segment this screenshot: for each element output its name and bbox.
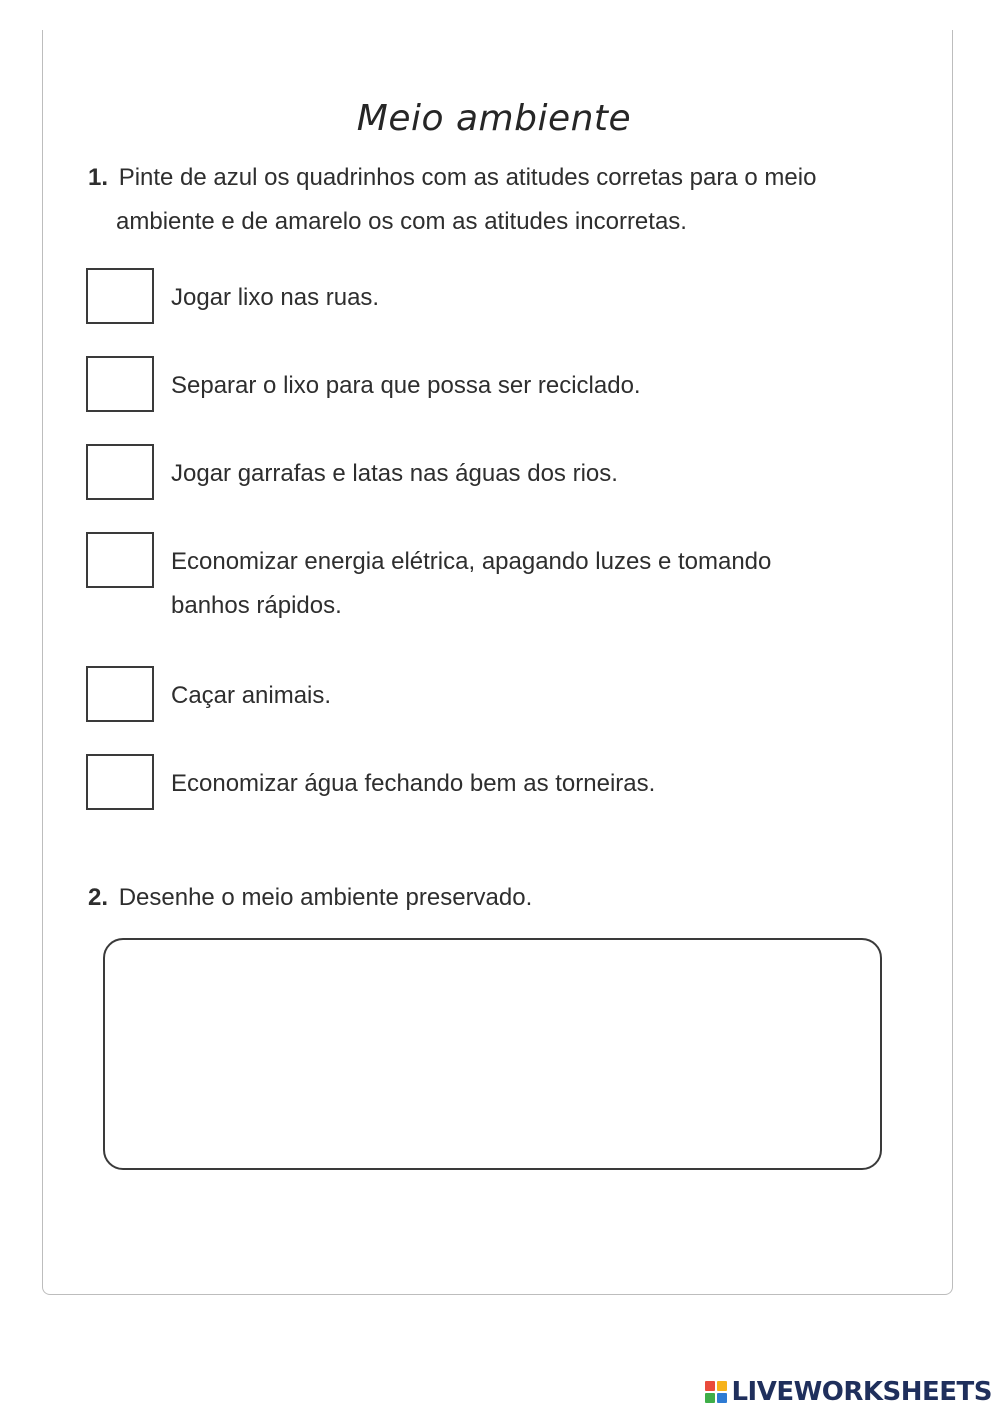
answer-text: Economizar energia elétrica, apagando luzes e tomando banhos rápidos. — [171, 548, 772, 619]
question-2-number: 2. — [88, 884, 109, 911]
answer-text: Jogar lixo nas ruas. — [171, 284, 380, 311]
question-2 — [88, 876, 532, 920]
answer-text: Caçar animais. — [171, 682, 332, 709]
worksheet-title: Meio ambiente — [356, 98, 632, 139]
question-1-line-2: ambiente e de amarelo os com as atitudes incorretas. — [116, 208, 687, 235]
footer-brand: LIVEWORKSHEETS — [731, 1377, 992, 1407]
answer-checkbox[interactable] — [86, 268, 154, 324]
drawing-area[interactable] — [103, 938, 882, 1170]
liveworksheets-logo-icon — [705, 1381, 727, 1403]
answer-text: Jogar garrafas e latas nas águas dos rios. — [171, 460, 618, 487]
answer-checkbox[interactable] — [86, 666, 154, 722]
answer-text: Economizar água fechando bem as torneiras. — [171, 770, 656, 797]
answer-checkbox[interactable] — [86, 754, 154, 810]
question-2-text: Desenhe o meio ambiente preservado. — [118, 884, 533, 911]
answer-checkbox[interactable] — [86, 356, 154, 412]
answer-text: Separar o lixo para que possa ser reciclado. — [171, 372, 641, 399]
question-1-line-1: Pinte de azul os quadrinhos com as atitudes corretas para o meio — [118, 164, 817, 191]
question-1-number: 1. — [88, 164, 109, 191]
answer-checkbox[interactable] — [86, 532, 154, 588]
answer-checkbox[interactable] — [86, 444, 154, 500]
footer-logo — [705, 1377, 992, 1407]
question-1 — [88, 156, 888, 244]
